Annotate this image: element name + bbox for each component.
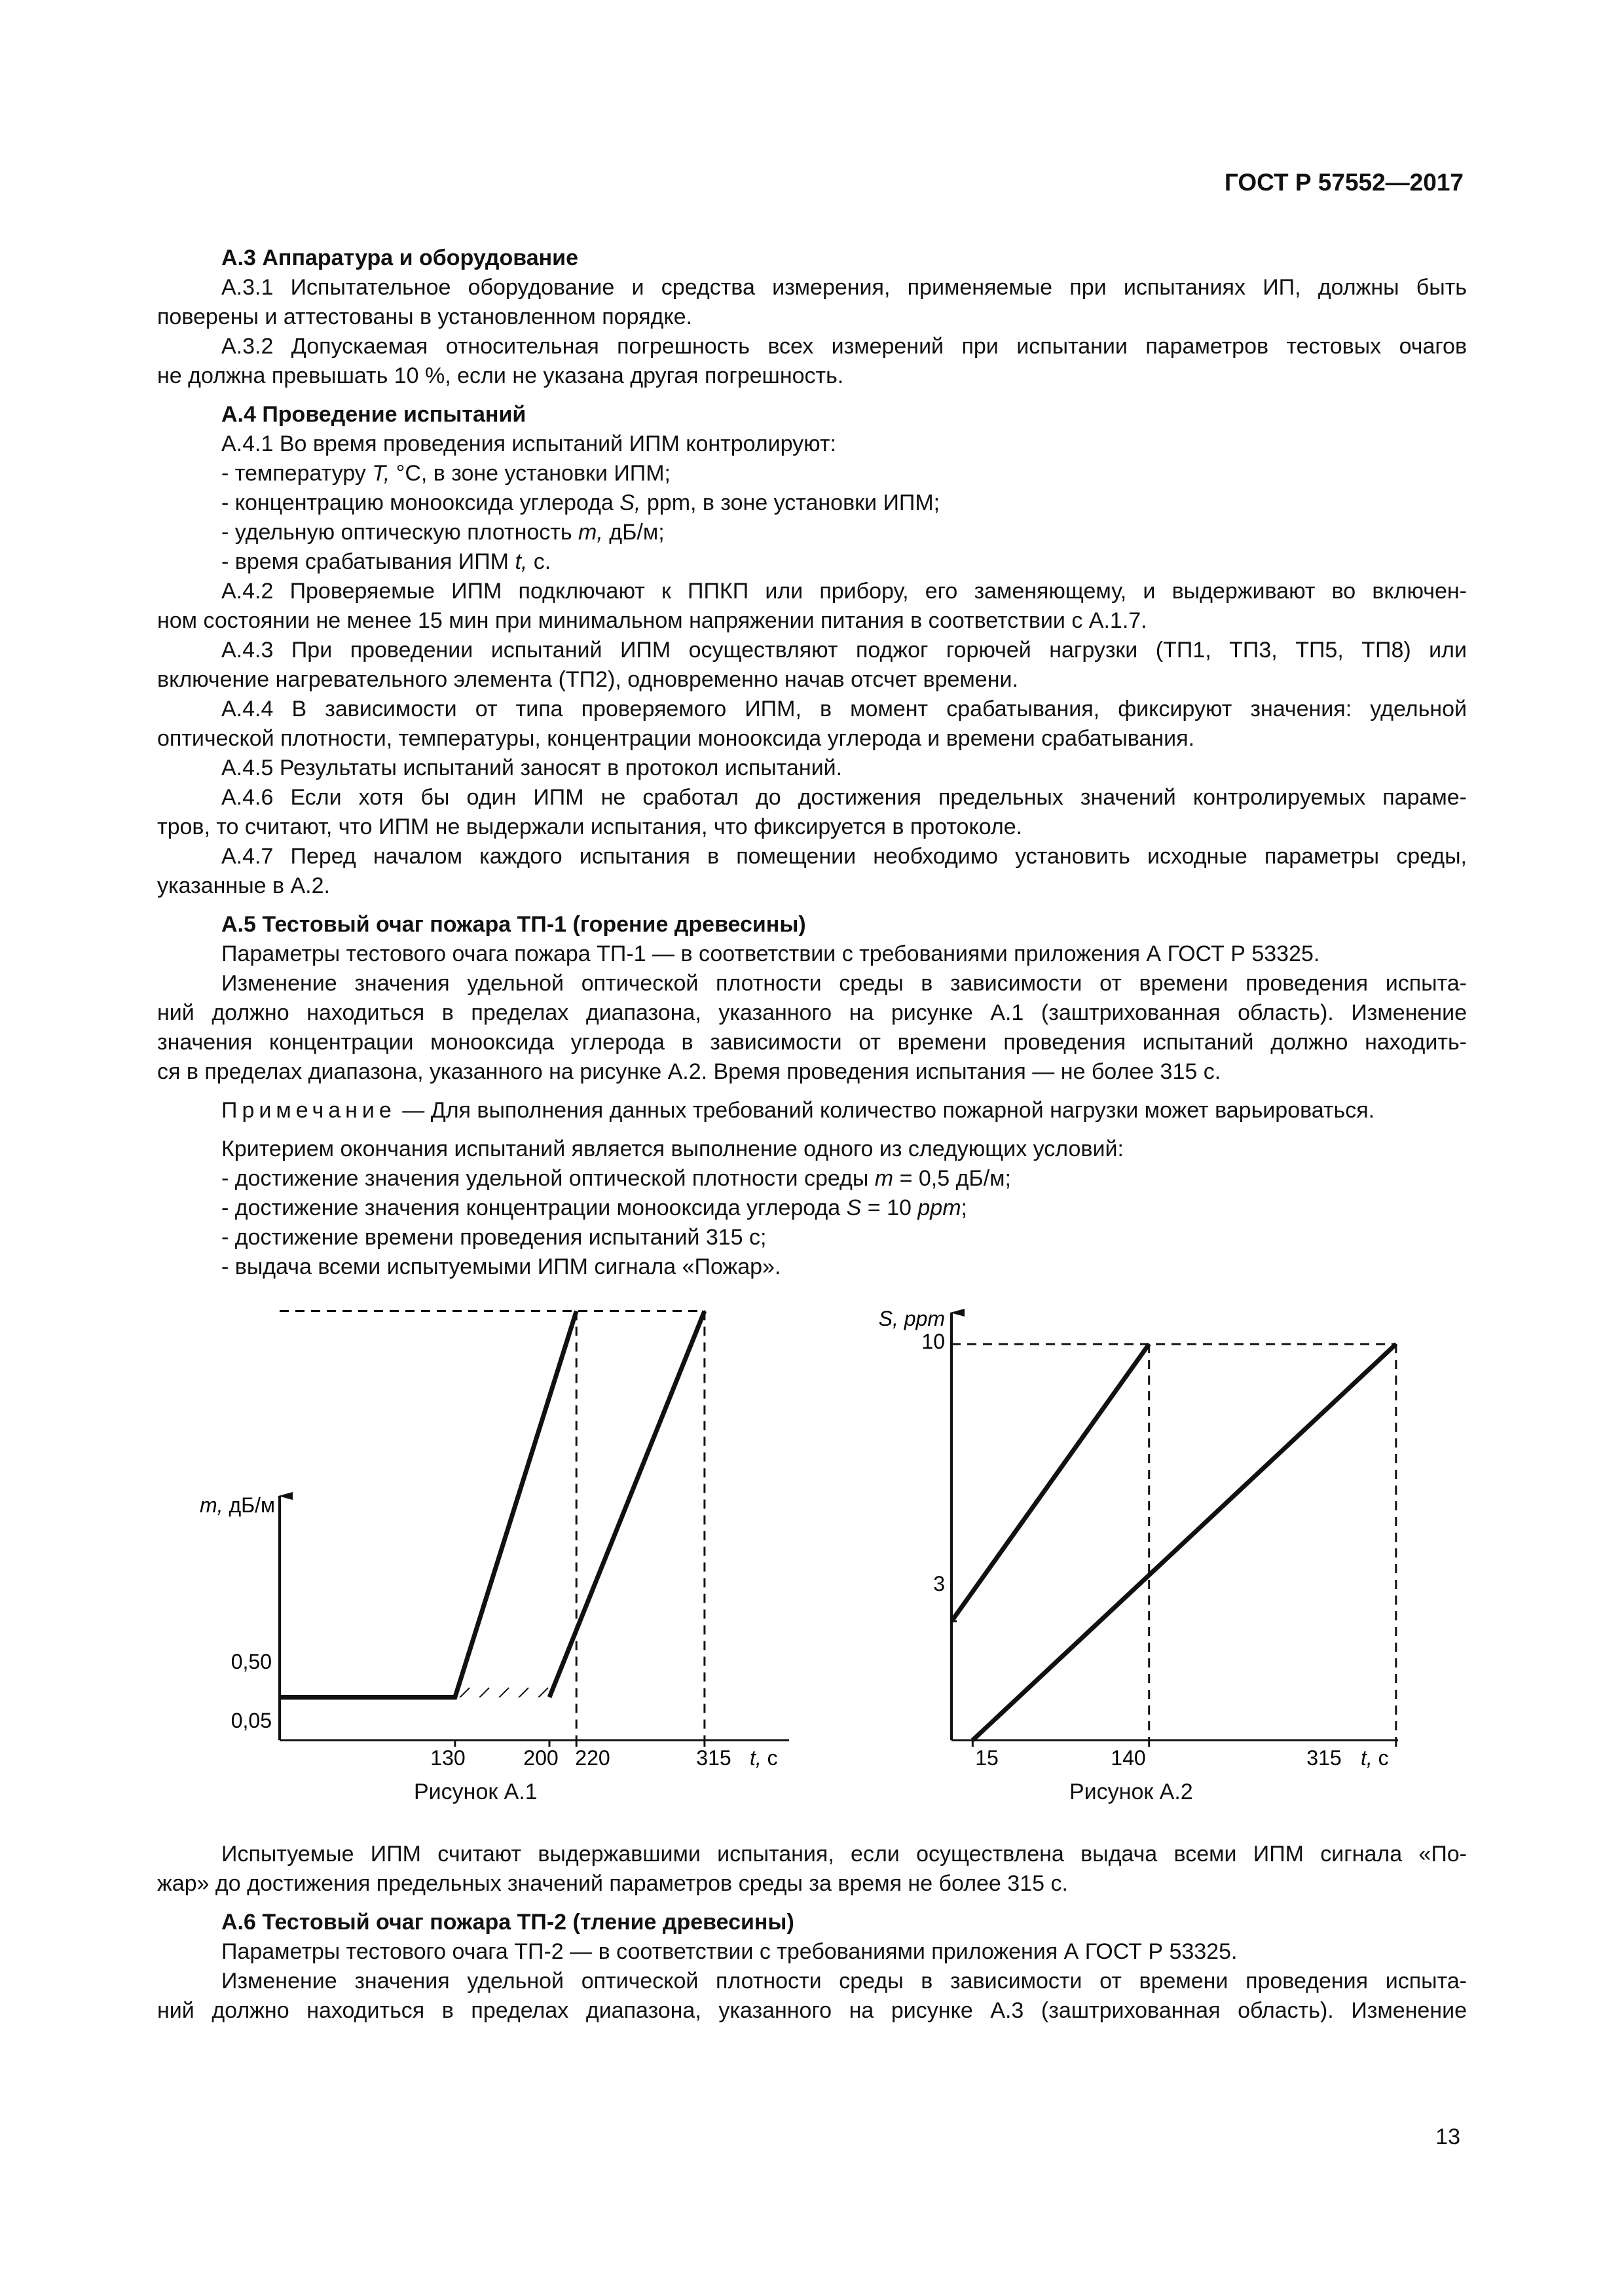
list-item: - температуру T, °С, в зоне установки ИПМ; <box>221 461 671 486</box>
paragraph: Изменение значения удельной оптической плотности среды в зависимости от времени проведения испыта- <box>221 971 1467 996</box>
page-number: 13 <box>1435 2124 1460 2149</box>
paragraph: А.4.1 Во время проведения испытаний ИПМ контролируют: <box>221 431 836 456</box>
x-axis-label: t, с <box>1361 1746 1389 1770</box>
paragraph: Критерием окончания испытаний является выполнение одного из следующих условий: <box>221 1137 1124 1161</box>
paragraph: ся в пределах диапазона, указанного на рисунке А.2. Время проведения испытания — не более 315 с. <box>157 1059 1221 1084</box>
x-tick-label: 315 <box>1306 1746 1342 1770</box>
hatch-line <box>604 1773 663 1807</box>
note: Примечание — Для выполнения данных требований количество пожарной нагрузки может варьироваться. <box>221 1098 1375 1123</box>
hatch-line <box>919 1773 978 1807</box>
x-axis-label: t, с <box>750 1746 778 1770</box>
hatch-line <box>552 1773 611 1807</box>
hatch-line <box>1233 1773 1292 1807</box>
figures-svg <box>157 1290 1467 1807</box>
paragraph: Испытуемые ИПМ считают выдержавшими испытания, если осуществлена выдача всеми ИПМ сигнала «По- <box>221 1842 1467 1867</box>
list-item: - достижение значения концентрации монооксида углерода S = 10 ppm; <box>221 1195 967 1220</box>
bound-lines <box>951 1344 1396 1747</box>
hatch-line <box>157 1688 234 1773</box>
paragraph: Параметры тестового очага ТП-2 — в соответствии с требованиями приложения А ГОСТ Р 53325. <box>221 1939 1238 1964</box>
document-header: ГОСТ Р 57552—2017 <box>1224 169 1464 196</box>
hatch-line <box>993 1688 1079 1773</box>
paragraph: А.3.2 Допускаемая относительная погрешность всех измерений при испытании параметров тестовых очагов <box>221 334 1467 359</box>
y-tick-label: 3 <box>933 1572 945 1595</box>
hatch-line <box>876 1688 961 1773</box>
paragraph: тров, то считают, что ИПМ не выдержали испытания, что фиксируется в протоколе. <box>157 814 1023 839</box>
hatch-line <box>971 1773 1030 1807</box>
x-tick-label: 200 <box>523 1746 559 1770</box>
paragraph: не должна превышать 10 %, если не указана другая погрешность. <box>157 363 844 388</box>
paragraph: А.4.2 Проверяемые ИПМ подключают к ППКП или прибору, его заменяющему, и выдерживают во включен- <box>221 579 1467 604</box>
series-line <box>280 1311 576 1698</box>
paragraph: Изменение значения удельной оптической плотности среды в зависимости от времени проведения испыта- <box>221 1969 1467 1994</box>
figure-a1-chart <box>157 1311 1275 1774</box>
section-a5-heading: А.5 Тестовый очаг пожара ТП-1 (горение древесины) <box>221 912 806 937</box>
paragraph: А.4.6 Если хотя бы один ИПМ не сработал до достижения предельных значений контролируемых параме- <box>221 785 1467 810</box>
paragraph: А.4.3 При проведении испытаний ИПМ осуществляют поджог горючей нагрузки (ТП1, ТП3, ТП5, ТП8) или <box>221 638 1467 663</box>
paragraph: А.4.7 Перед началом каждого испытания в помещении необходимо установить исходные параметры среды, <box>221 844 1467 869</box>
bound-lines <box>280 1311 705 1747</box>
paragraph: ний должно находиться в пределах диапазона, указанного на рисунке А.3 (заштрихованная область). Изменение <box>157 1998 1467 2023</box>
section-a6-heading: А.6 Тестовый очаг пожара ТП-2 (тление древесины) <box>221 1910 794 1935</box>
hatch-line <box>1443 1773 1467 1807</box>
hatch-line <box>238 1773 297 1807</box>
list-item: - достижение времени проведения испытаний 315 с; <box>221 1225 767 1250</box>
hatch-line <box>1033 1688 1118 1773</box>
hatch-line <box>797 1688 882 1773</box>
paragraph: включение нагревательного элемента (ТП2), одновременно начав отсчет времени. <box>157 667 1018 692</box>
hatch-line <box>157 1688 194 1773</box>
section-a3-heading: А.3 Аппаратура и оборудование <box>221 246 578 270</box>
hatch-line <box>306 1688 391 1773</box>
hatch-line <box>866 1773 925 1807</box>
paragraph: указанные в А.2. <box>157 873 330 898</box>
hatch-fill <box>157 1773 1467 1807</box>
hatch-line <box>709 1773 768 1807</box>
figures <box>157 1290 1467 1840</box>
hatch-line <box>185 1773 244 1807</box>
list-item: - достижение значения удельной оптической плотности среды m = 0,5 дБ/м; <box>221 1166 1011 1191</box>
hatch-line <box>1338 1773 1397 1807</box>
y-tick-label: 10 <box>921 1330 945 1353</box>
hatch-line <box>1285 1773 1344 1807</box>
hatch-line <box>836 1688 921 1773</box>
hatch-line <box>762 1773 821 1807</box>
series-line <box>972 1344 1396 1740</box>
hatch-line <box>817 1688 902 1773</box>
paragraph: А.4.4 В зависимости от типа проверяемого ИПМ, в момент срабатывания, фиксируют значения: удельной <box>221 697 1467 721</box>
hatch-line <box>286 1688 371 1773</box>
hatch-line <box>290 1773 349 1807</box>
x-tick-label: 140 <box>1111 1746 1146 1770</box>
section-a4-heading: А.4 Проведение испытаний <box>221 402 526 427</box>
hatch-line <box>157 1688 214 1773</box>
paragraph: оптической плотности, температуры, концентрации монооксида углерода и времени срабатывания. <box>157 726 1195 751</box>
paragraph: А.4.5 Результаты испытаний заносят в протокол испытаний. <box>221 756 843 780</box>
list-item: - время срабатывания ИПМ t, с. <box>221 549 551 574</box>
paragraph: ний должно находиться в пределах диапазона, указанного на рисунке А.1 (заштрихованная область). Изменение <box>157 1000 1467 1025</box>
x-tick-label: 220 <box>575 1746 610 1770</box>
x-tick-label: 315 <box>696 1746 731 1770</box>
y-axis-label: S, ppm <box>878 1307 945 1330</box>
hatch-line <box>325 1688 411 1773</box>
hatch-line <box>777 1688 862 1773</box>
hatch-line <box>1013 1688 1098 1773</box>
hatch-line <box>657 1773 716 1807</box>
figure-a2-chart <box>157 1307 1467 1807</box>
page-content <box>157 244 1467 2026</box>
list-item: - удельную оптическую плотность m, дБ/м; <box>221 520 665 545</box>
figure-a2-caption: Рисунок А.2 <box>1069 1779 1193 1804</box>
y-axis-label: m, дБ/м <box>200 1493 275 1517</box>
hatch-line <box>814 1773 873 1807</box>
paragraph: ном состоянии не менее 15 мин при минимальном напряжении питания в соответствии с А.1.7. <box>157 608 1147 633</box>
hatch-line <box>895 1688 980 1773</box>
paragraph: жар» до достижения предельных значений параметров среды за время не более 315 с. <box>157 1871 1068 1896</box>
paragraph: поверены и аттестованы в установленном порядке. <box>157 304 692 329</box>
hatch-line <box>157 1773 192 1807</box>
hatch-line <box>342 1773 401 1807</box>
y-tick-label: 0,05 <box>231 1709 272 1732</box>
y-tick-label: 0,50 <box>231 1650 272 1673</box>
x-tick-label: 15 <box>975 1746 999 1770</box>
hatch-line <box>1170 1688 1255 1773</box>
paragraph: значения концентрации монооксида углерода в зависимости от времени проведения испытаний должно находить- <box>157 1030 1467 1055</box>
hatch-line <box>157 1688 175 1773</box>
list-item: - выдача всеми испытуемыми ИПМ сигнала «Пожар». <box>221 1254 781 1279</box>
hatch-line <box>856 1688 941 1773</box>
hatch-line <box>1390 1773 1449 1807</box>
hatch-line <box>600 1688 686 1773</box>
list-item: - концентрацию монооксида углерода S, ppm, в зоне установки ИПМ; <box>221 490 940 515</box>
series-line <box>951 1344 1149 1622</box>
hatch-line <box>1151 1688 1236 1773</box>
paragraph: Параметры тестового очага пожара ТП-1 — в соответствии с требованиями приложения А ГОСТ Р 53325. <box>221 941 1320 966</box>
hatch-line <box>620 1688 705 1773</box>
paragraph: А.3.1 Испытательное оборудование и средства измерения, применяемые при испытаниях ИП, должны быть <box>221 275 1467 300</box>
hatch-line <box>345 1688 430 1773</box>
figure-a1-caption: Рисунок А.1 <box>414 1779 538 1804</box>
series-line <box>549 1311 705 1698</box>
hatch-line <box>1190 1688 1275 1773</box>
x-tick-label: 130 <box>430 1746 466 1770</box>
guide-lines <box>280 1311 705 1741</box>
